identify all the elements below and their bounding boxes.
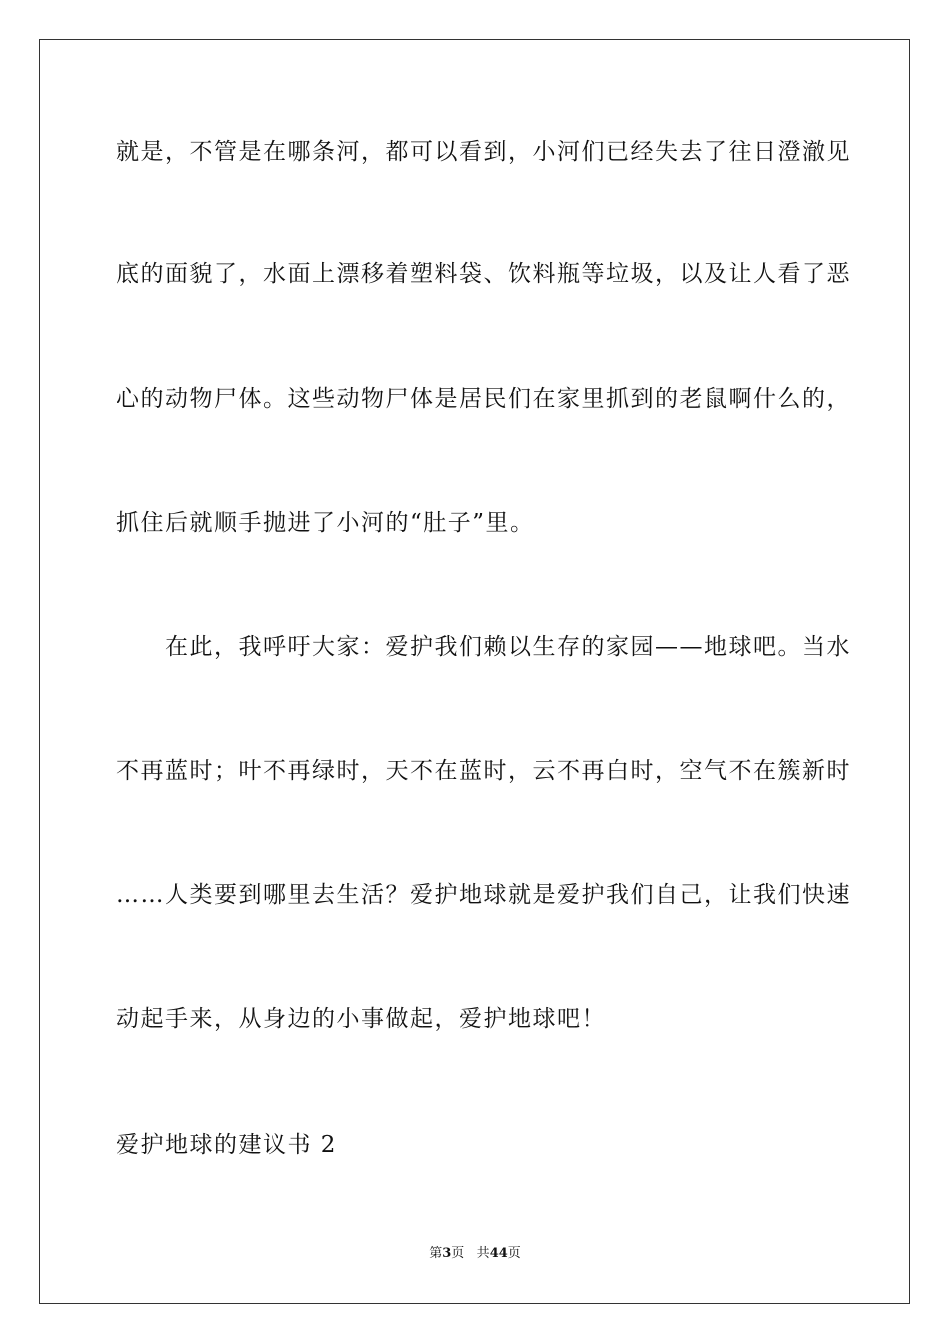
body-text-line-5: 在此，我呼吁大家：爱护我们赖以生存的家园——地球吧。当水 <box>116 634 851 660</box>
page-footer <box>0 1245 950 1263</box>
footer-page-prefix: 第 <box>429 1246 443 1261</box>
body-text-line-3: 心的动物尸体。这些动物尸体是居民们在家里抓到的老鼠啊什么的， <box>116 386 851 412</box>
footer-total-suffix: 页 <box>507 1246 521 1261</box>
footer-total-pages: 44 <box>489 1246 508 1261</box>
footer-page-number: 3 <box>442 1246 452 1261</box>
body-text-line-2: 底的面貌了，水面上漂移着塑料袋、饮料瓶等垃圾，以及让人看了恶 <box>116 261 851 287</box>
page-border <box>39 39 910 1304</box>
body-text-line-8: 动起手来，从身边的小事做起，爱护地球吧！ <box>116 1006 606 1032</box>
body-text-line-4: 抓住后就顺手抛进了小河的“肚子”里。 <box>116 510 535 536</box>
body-text-line-7: ……人类要到哪里去生活？爱护地球就是爱护我们自己，让我们快速 <box>116 882 851 908</box>
body-text-line-1: 就是，不管是在哪条河，都可以看到，小河们已经失去了往日澄澈见 <box>116 139 851 165</box>
footer-page-suffix: 页 <box>451 1246 465 1261</box>
footer-total-prefix: 共 <box>476 1246 490 1261</box>
section-heading: 爱护地球的建议书 2 <box>116 1132 337 1158</box>
body-text-line-6: 不再蓝时；叶不再绿时，天不在蓝时，云不再白时，空气不在簇新时 <box>116 758 851 784</box>
